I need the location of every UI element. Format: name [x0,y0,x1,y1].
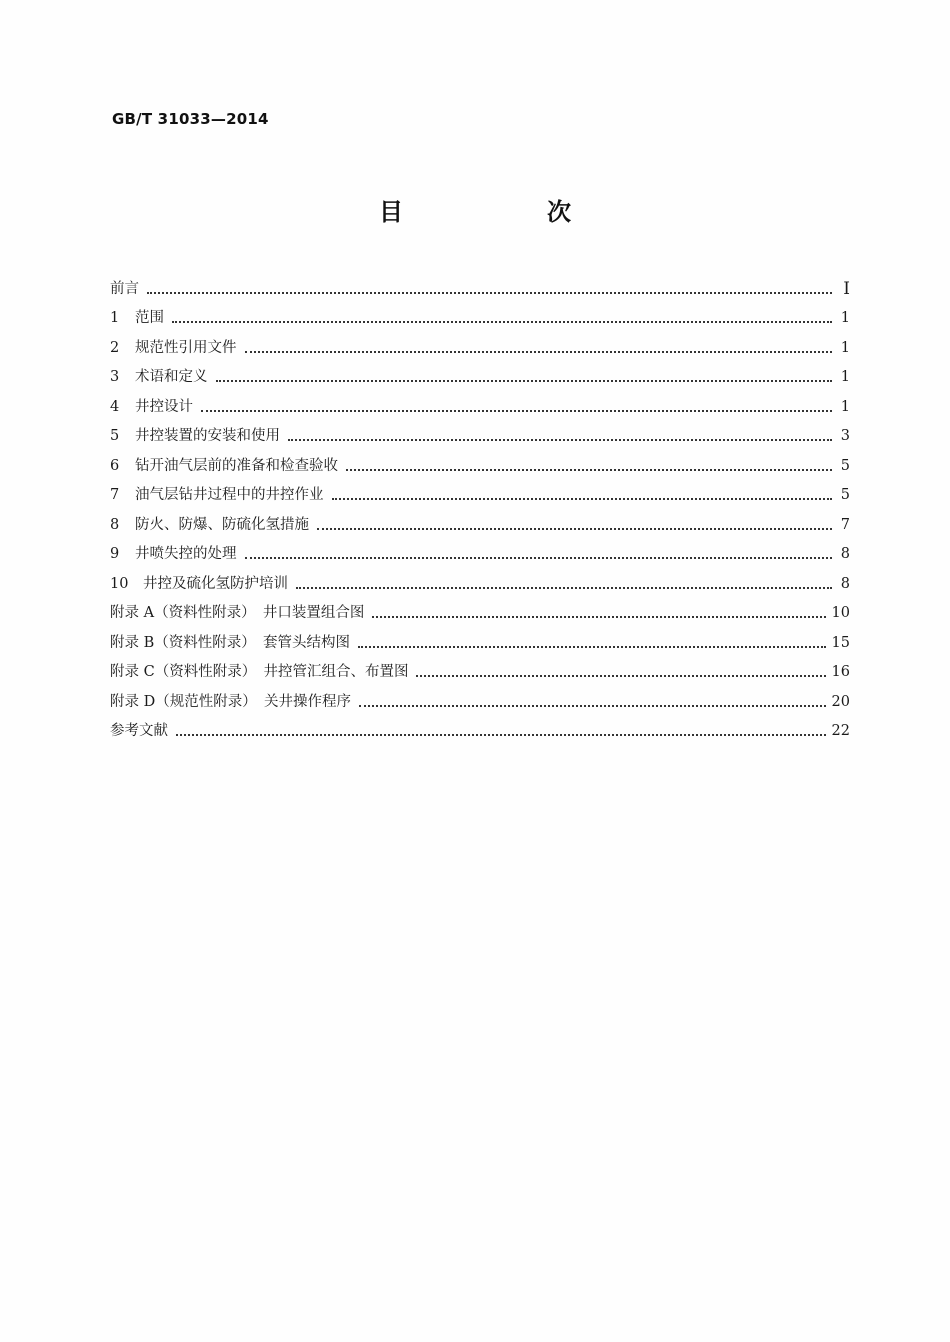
standard-code: GB/T 31033—2014 [112,110,269,128]
toc-entry-number: 4 [110,398,120,415]
toc-entry-label: 规范性引用文件 [135,339,237,356]
toc-entry-number: 2 [110,339,120,356]
toc-entry-page: 8 [840,575,850,592]
toc-entry-label: 前言 [110,280,139,297]
toc-entry-number: 9 [110,546,120,562]
toc-entry-appendix-b[interactable] [110,622,850,652]
toc-leader-dots [359,704,826,707]
toc-entry-page: 5 [840,487,850,503]
toc-leader-dots [245,350,833,353]
toc-entry-label: 井控装置的安装和使用 [135,428,280,444]
toc-leader-dots [201,409,832,412]
toc-entry-label: 附录 C（资料性附录） 井控管汇组合、布置图 [110,664,409,680]
toc-leader-dots [317,527,832,530]
toc-entry-page: 15 [831,634,850,651]
toc-entry-page: 10 [831,605,850,621]
toc-entry-number: 5 [110,428,120,444]
toc-entry-10[interactable] [110,563,850,593]
toc-entry-page: 8 [840,546,850,562]
toc-entry-label: 油气层钻井过程中的井控作业 [135,487,324,503]
toc-leader-dots [245,556,833,559]
toc-entry-foreword[interactable] [110,268,850,298]
toc-entry-page: 5 [840,457,850,474]
toc-entry-number: 1 [110,310,120,326]
toc-leader-dots [372,615,825,618]
toc-entry-label: 附录 A（资料性附录） 井口装置组合图 [110,605,365,621]
toc-entry-page: 22 [831,723,850,739]
toc-entry-2[interactable] [110,327,850,357]
toc-entry-label: 钻开油气层前的准备和检查验收 [135,457,338,474]
toc-entry-5[interactable] [110,416,850,446]
toc-entry-label: 参考文献 [110,723,168,739]
toc-entry-page: 7 [840,516,850,533]
toc-entry-4[interactable] [110,386,850,416]
toc-leader-dots [147,291,832,294]
toc-entry-label: 范围 [135,310,164,326]
toc-entry-page: 20 [831,693,850,710]
toc-entry-label: 井控设计 [135,398,193,415]
toc-entry-bibliography[interactable] [110,711,850,741]
toc-entry-label: 井喷失控的处理 [135,546,237,562]
toc-entry-label: 术语和定义 [135,369,208,385]
toc-entry-page: 1 [840,339,850,356]
toc-leader-dots [216,379,833,382]
toc-leader-dots [416,674,825,677]
toc-entry-number: 7 [110,487,120,503]
toc-leader-dots [288,438,832,441]
toc-leader-dots [172,320,832,323]
toc-entry-page: 1 [840,369,850,385]
toc-entry-9[interactable] [110,534,850,564]
toc-leader-dots [358,645,826,648]
table-of-contents [110,268,850,740]
toc-entry-8[interactable] [110,504,850,534]
toc-title-text: 目 次 [379,198,631,226]
toc-entry-appendix-d[interactable] [110,681,850,711]
toc-title [0,192,950,227]
toc-entry-7[interactable] [110,475,850,505]
toc-entry-6[interactable] [110,445,850,475]
toc-leader-dots [176,733,826,736]
toc-entry-number: 8 [110,516,120,533]
toc-entry-label: 附录 D（规范性附录） 关井操作程序 [110,693,351,710]
toc-entry-1[interactable] [110,298,850,328]
toc-entry-number: 3 [110,369,120,385]
toc-entry-page: 16 [831,664,850,680]
toc-entry-label: 防火、防爆、防硫化氢措施 [135,516,309,533]
toc-entry-number: 10 [110,575,129,592]
toc-entry-number: 6 [110,457,120,474]
toc-leader-dots [332,497,833,500]
toc-entry-page: 3 [840,428,850,444]
toc-entry-appendix-c[interactable] [110,652,850,682]
toc-leader-dots [296,586,832,589]
toc-leader-dots [346,468,832,471]
toc-entry-label: 附录 B（资料性附录） 套管头结构图 [110,634,351,651]
toc-entry-page: 1 [840,310,850,326]
toc-entry-appendix-a[interactable] [110,593,850,623]
toc-entry-3[interactable] [110,357,850,387]
toc-entry-page: I [843,278,850,299]
toc-entry-label: 井控及硫化氢防护培训 [143,575,288,592]
toc-entry-page: 1 [840,398,850,415]
